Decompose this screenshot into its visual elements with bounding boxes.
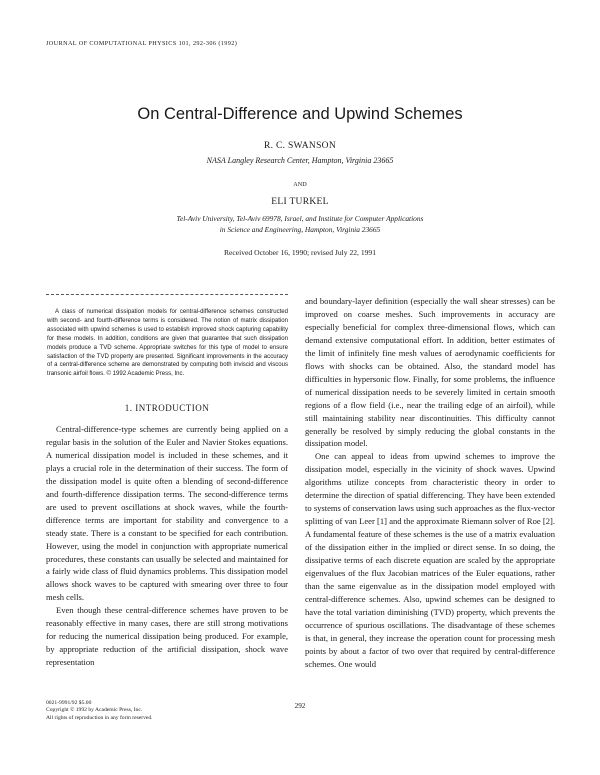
abstract: [47, 308, 288, 379]
journal-header: JOURNAL OF COMPUTATIONAL PHYSICS 101, 292-306 (1992): [46, 40, 238, 47]
affiliation-1: NASA Langley Research Center, Hampton, Virginia 23665: [206, 156, 394, 165]
intro-paragraph-continued: and boundary-layer definition (especially the wall shear stresses) can be improved on coarse meshes. Such improvements in accuracy are especially beneficial for complex three-dimensional flows, which can demand extensive computational effort. In addition, better estimates of the limit of infinitely fine mesh values of aerodynamic coefficients for flows with shocks can be obtained. Also, the standard model has difficulties in hypersonic flow. Finally, for some problems, the influence of numerical dissipation needs to be severely limited in certain smooth regions of a flow field (i.e., near the trailing edge of an airfoil), while still maintaining stability near discontinuities. This difficulty cannot generally be resolved by simply reducing the global constants in the dissipation model.: [305, 296, 555, 449]
intro-paragraph-3: One can appeal to ideas from upwind schemes to improve the dissipation model, especially in the vicinity of shock waves. Upwind algorithms utilize concepts from characteristic theory in order to determine the direction of spatial differencing. They have been extended to systems of conservation laws using such approaches as the flux-vector splitting of van Leer [1] and the approximate Riemann solver of Roe [2]. A fundamental feature of these schemes is the use of a matrix evaluation of the dissipation either in the implied or direct sense. In so doing, the dissipative terms of each discrete equation are scaled by the appropriate eigenvalues of the flux Jacobian matrices of the Euler equations, rather than the same eigenvalue as in the dissipation model employed with central-difference schemes. Also, upwind schemes can be designed to have the total variation diminishing (TVD) property, which prevents the occurrence of spurious oscillations. The disadvantage of these schemes is that, in general, they increase the operation count for processing mesh points by about a factor of two over that required by central-difference schemes. One would: [305, 451, 555, 669]
left-column: [46, 423, 288, 669]
abstract-text: A class of numerical dissipation models for central-difference schemes constructed with second- and fourth-difference terms is considered. The notion of matrix dissipation associated with upwind schemes is used to establish improved shock capturing capability for these models. In addition, conditions are given that guarantee that such dissipation models produce a TVD scheme. Appropriate switches for this type of model to ensure satisfaction of the TVD property are presented. Significant improvements in the accuracy of a central-difference scheme are demonstrated by computing both inviscid and viscous transonic airfoil flows.: [47, 309, 288, 378]
received-dates: Received October 16, 1990; revised July 22, 1991: [223, 248, 377, 257]
page-number: 292: [294, 702, 306, 710]
author-conjunction: AND: [293, 181, 307, 188]
intro-paragraph-2: Even though these central-difference schemes have proven to be reasonably effective in many cases, there are still strong motivations for reducing the numerical dissipation being produced. For example, by appropriate reduction of the artificial dissipation, shock wave representation: [46, 605, 288, 668]
section-heading-introduction: 1. INTRODUCTION: [124, 403, 210, 413]
affiliation-2-line-2: in Science and Engineering, Hampton, Virginia 23665: [219, 225, 381, 234]
footer-copyright: Copyright © 1992 by Academic Press, Inc.: [46, 707, 143, 714]
author-1: R. C. SWANSON: [264, 141, 336, 151]
footer-price-code: 0021-9991/92 $5.00: [46, 700, 92, 706]
abstract-copyright: © 1992 Academic Press, Inc.: [106, 371, 185, 378]
abstract-divider: [46, 294, 288, 295]
footer-rights: All rights of reproduction in any form reserved.: [46, 714, 153, 721]
author-2: ELI TURKEL: [271, 197, 329, 207]
affiliation-2: [130, 213, 470, 235]
affiliation-2-line-1: Tel-Aviv University, Tel-Aviv 69978, Israel, and Institute for Computer Applications: [176, 214, 424, 223]
right-column: [305, 295, 555, 671]
intro-paragraph-1: Central-difference-type schemes are currently being applied on a regular basis in the solution of the Euler and Navier Stokes equations. A numerical dissipation model is included in these schemes, and it plays a crucial role in the determination of their success. The form of the dissipation model is quite often a blending of second-difference and fourth-difference dissipation terms. The second-difference terms are used to prevent oscillations at shock waves, while the fourth-difference terms are important for stability and convergence to a steady state. There is a constant to be specified for each contribution. However, using the model in conjunction with appropriate numerical procedures, these constants can usually be selected and maintained for a fairly wide class of fluid dynamics problems. This dissipation model allows shock waves to be captured with smearing over three to four mesh cells.: [46, 424, 288, 603]
paper-title: On Central-Difference and Upwind Schemes: [137, 105, 463, 123]
